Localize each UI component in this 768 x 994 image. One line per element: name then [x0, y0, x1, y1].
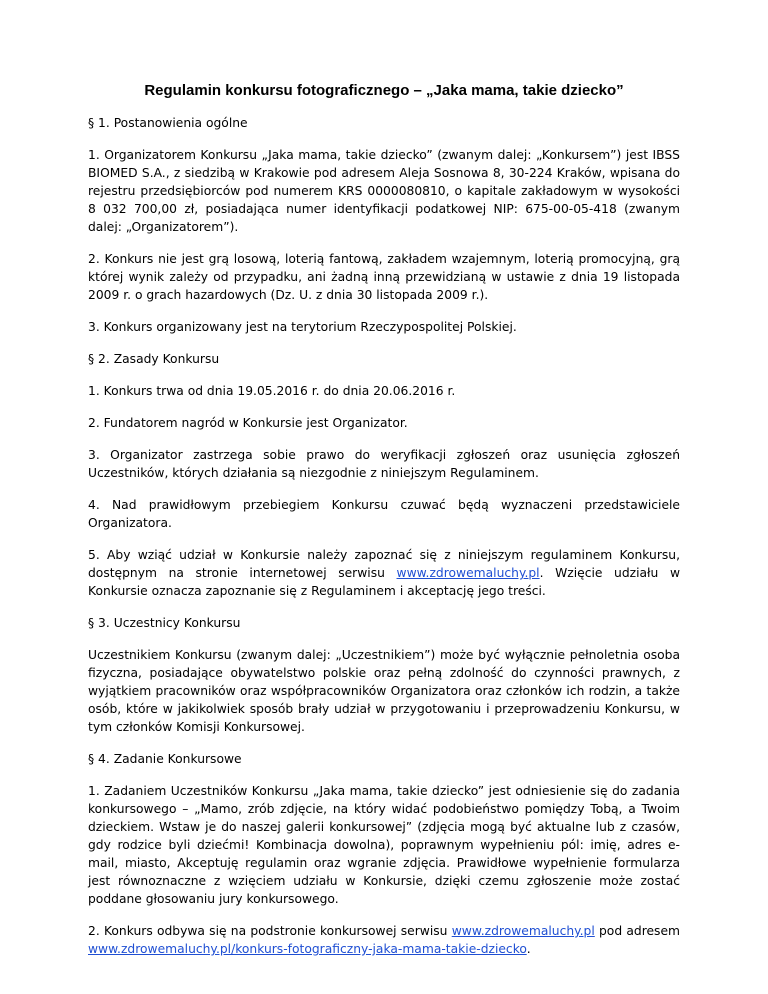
section-3-paragraph-1: Uczestnikiem Konkursu (zwanym dalej: „Uczestnikiem”) może być wyłącznie pełnoletnia osoba fizyczna, posiadające obywatelstwo polskie oraz pełną zdolność do czynności prawnych, z wyjątkiem pracowników oraz współpracowników Organizatora oraz członków ich rodzin, a także osób, które w jakikolwiek sposób brały udział w przygotowaniu i przeprowadzeniu Konkursu, w tym członków Komisji Konkursowej. — [88, 648, 680, 734]
section-2-paragraph-1: 1. Konkurs trwa od dnia 19.05.2016 r. do dnia 20.06.2016 r. — [88, 384, 456, 398]
contest-page-link[interactable]: www.zdrowemaluchy.pl/konkurs-fotograficzny-jaka-mama-takie-dziecko — [88, 942, 527, 956]
section-1-paragraph-2: 2. Konkurs nie jest grą losową, loterią fantową, zakładem wzajemnym, loterią promocyjną, grą której wynik zależy od przypadku, ani żadną inną przewidzianą w ustawie z dnia 19 listopada 2009 r. o grach hazardowych (Dz. U. z dnia 30 listopada 2009 r.). — [88, 252, 680, 302]
paragraph-text: . — [526, 942, 531, 956]
section-4-paragraph-2 — [88, 922, 680, 958]
paragraph-text: 5. Aby wziąć udział w Konkursie należy zapoznać się z niniejszym regulaminem Konkursu, dostępnym na stronie internetowej serwisu — [88, 548, 680, 580]
section-2-paragraph-4: 4. Nad prawidłowym przebiegiem Konkursu czuwać będą wyznaczeni przedstawiciele Organizatora. — [88, 498, 680, 530]
section-3-heading: § 3. Uczestnicy Konkursu — [88, 616, 241, 630]
section-4-heading: § 4. Zadanie Konkursowe — [88, 752, 242, 766]
section-2-paragraph-2: 2. Fundatorem nagród w Konkursie jest Organizator. — [88, 416, 408, 430]
paragraph-text: 2. Konkurs odbywa się na podstronie konkursowej serwisu — [88, 924, 452, 938]
section-1-paragraph-1: 1. Organizatorem Konkursu „Jaka mama, takie dziecko” (zwanym dalej: „Konkursem”) jest IBSS BIOMED S.A., z siedzibą w Krakowie pod adresem Aleja Sosnowa 8, 30-224 Kraków, wpisana do rejestru przedsiębiorców pod numerem KRS 0000080810, o kapitale zakładowym w wysokości 8 032 700,00 zł, posiadająca numer identyfikacji podatkowej NIP: 675-00-05-418 (zwanym dalej: „Organizatorem”). — [88, 148, 680, 234]
paragraph-text: . Wzięcie udziału w Konkursie oznacza zapoznanie się z Regulaminem i akceptację jego treści. — [88, 566, 680, 598]
section-1-paragraph-3: 3. Konkurs organizowany jest na terytorium Rzeczypospolitej Polskiej. — [88, 320, 517, 334]
section-2-paragraph-5 — [88, 546, 680, 600]
section-1-heading: § 1. Postanowienia ogólne — [88, 116, 248, 130]
site-link[interactable]: www.zdrowemaluchy.pl — [396, 566, 540, 580]
section-2-heading: § 2. Zasady Konkursu — [88, 352, 220, 366]
document-page — [88, 82, 680, 972]
site-link[interactable]: www.zdrowemaluchy.pl — [451, 924, 595, 938]
section-2-paragraph-3: 3. Organizator zastrzega sobie prawo do weryfikacji zgłoszeń oraz usunięcia zgłoszeń Uczestników, których działania są niezgodnie z niniejszym Regulaminem. — [88, 448, 680, 480]
document-title: Regulamin konkursu fotograficznego – „Jaka mama, takie dziecko” — [144, 82, 624, 99]
section-4-paragraph-1: 1. Zadaniem Uczestników Konkursu „Jaka mama, takie dziecko” jest odniesienie się do zadania konkursowego – „Mamo, zrób zdjęcie, na który widać podobieństwo pomiędzy Tobą, a Twoim dzieckiem. Wstaw je do naszej galerii konkursowej” (zdjęcia mogą być aktualne lub z czasów, gdy rodzice byli dziećmi! Kombinacja dowolna), poprawnym wypełnieniu pól: imię, adres e-mail, miasto, Akceptuję regulamin oraz wgranie zdjęcia. Prawidłowe wypełnienie formularza jest równoznaczne z wzięciem udziału w Konkursie, dzięki czemu zgłoszenie może zostać poddane głosowaniu jury konkursowego. — [88, 784, 680, 906]
paragraph-text: pod adresem — [594, 924, 680, 938]
